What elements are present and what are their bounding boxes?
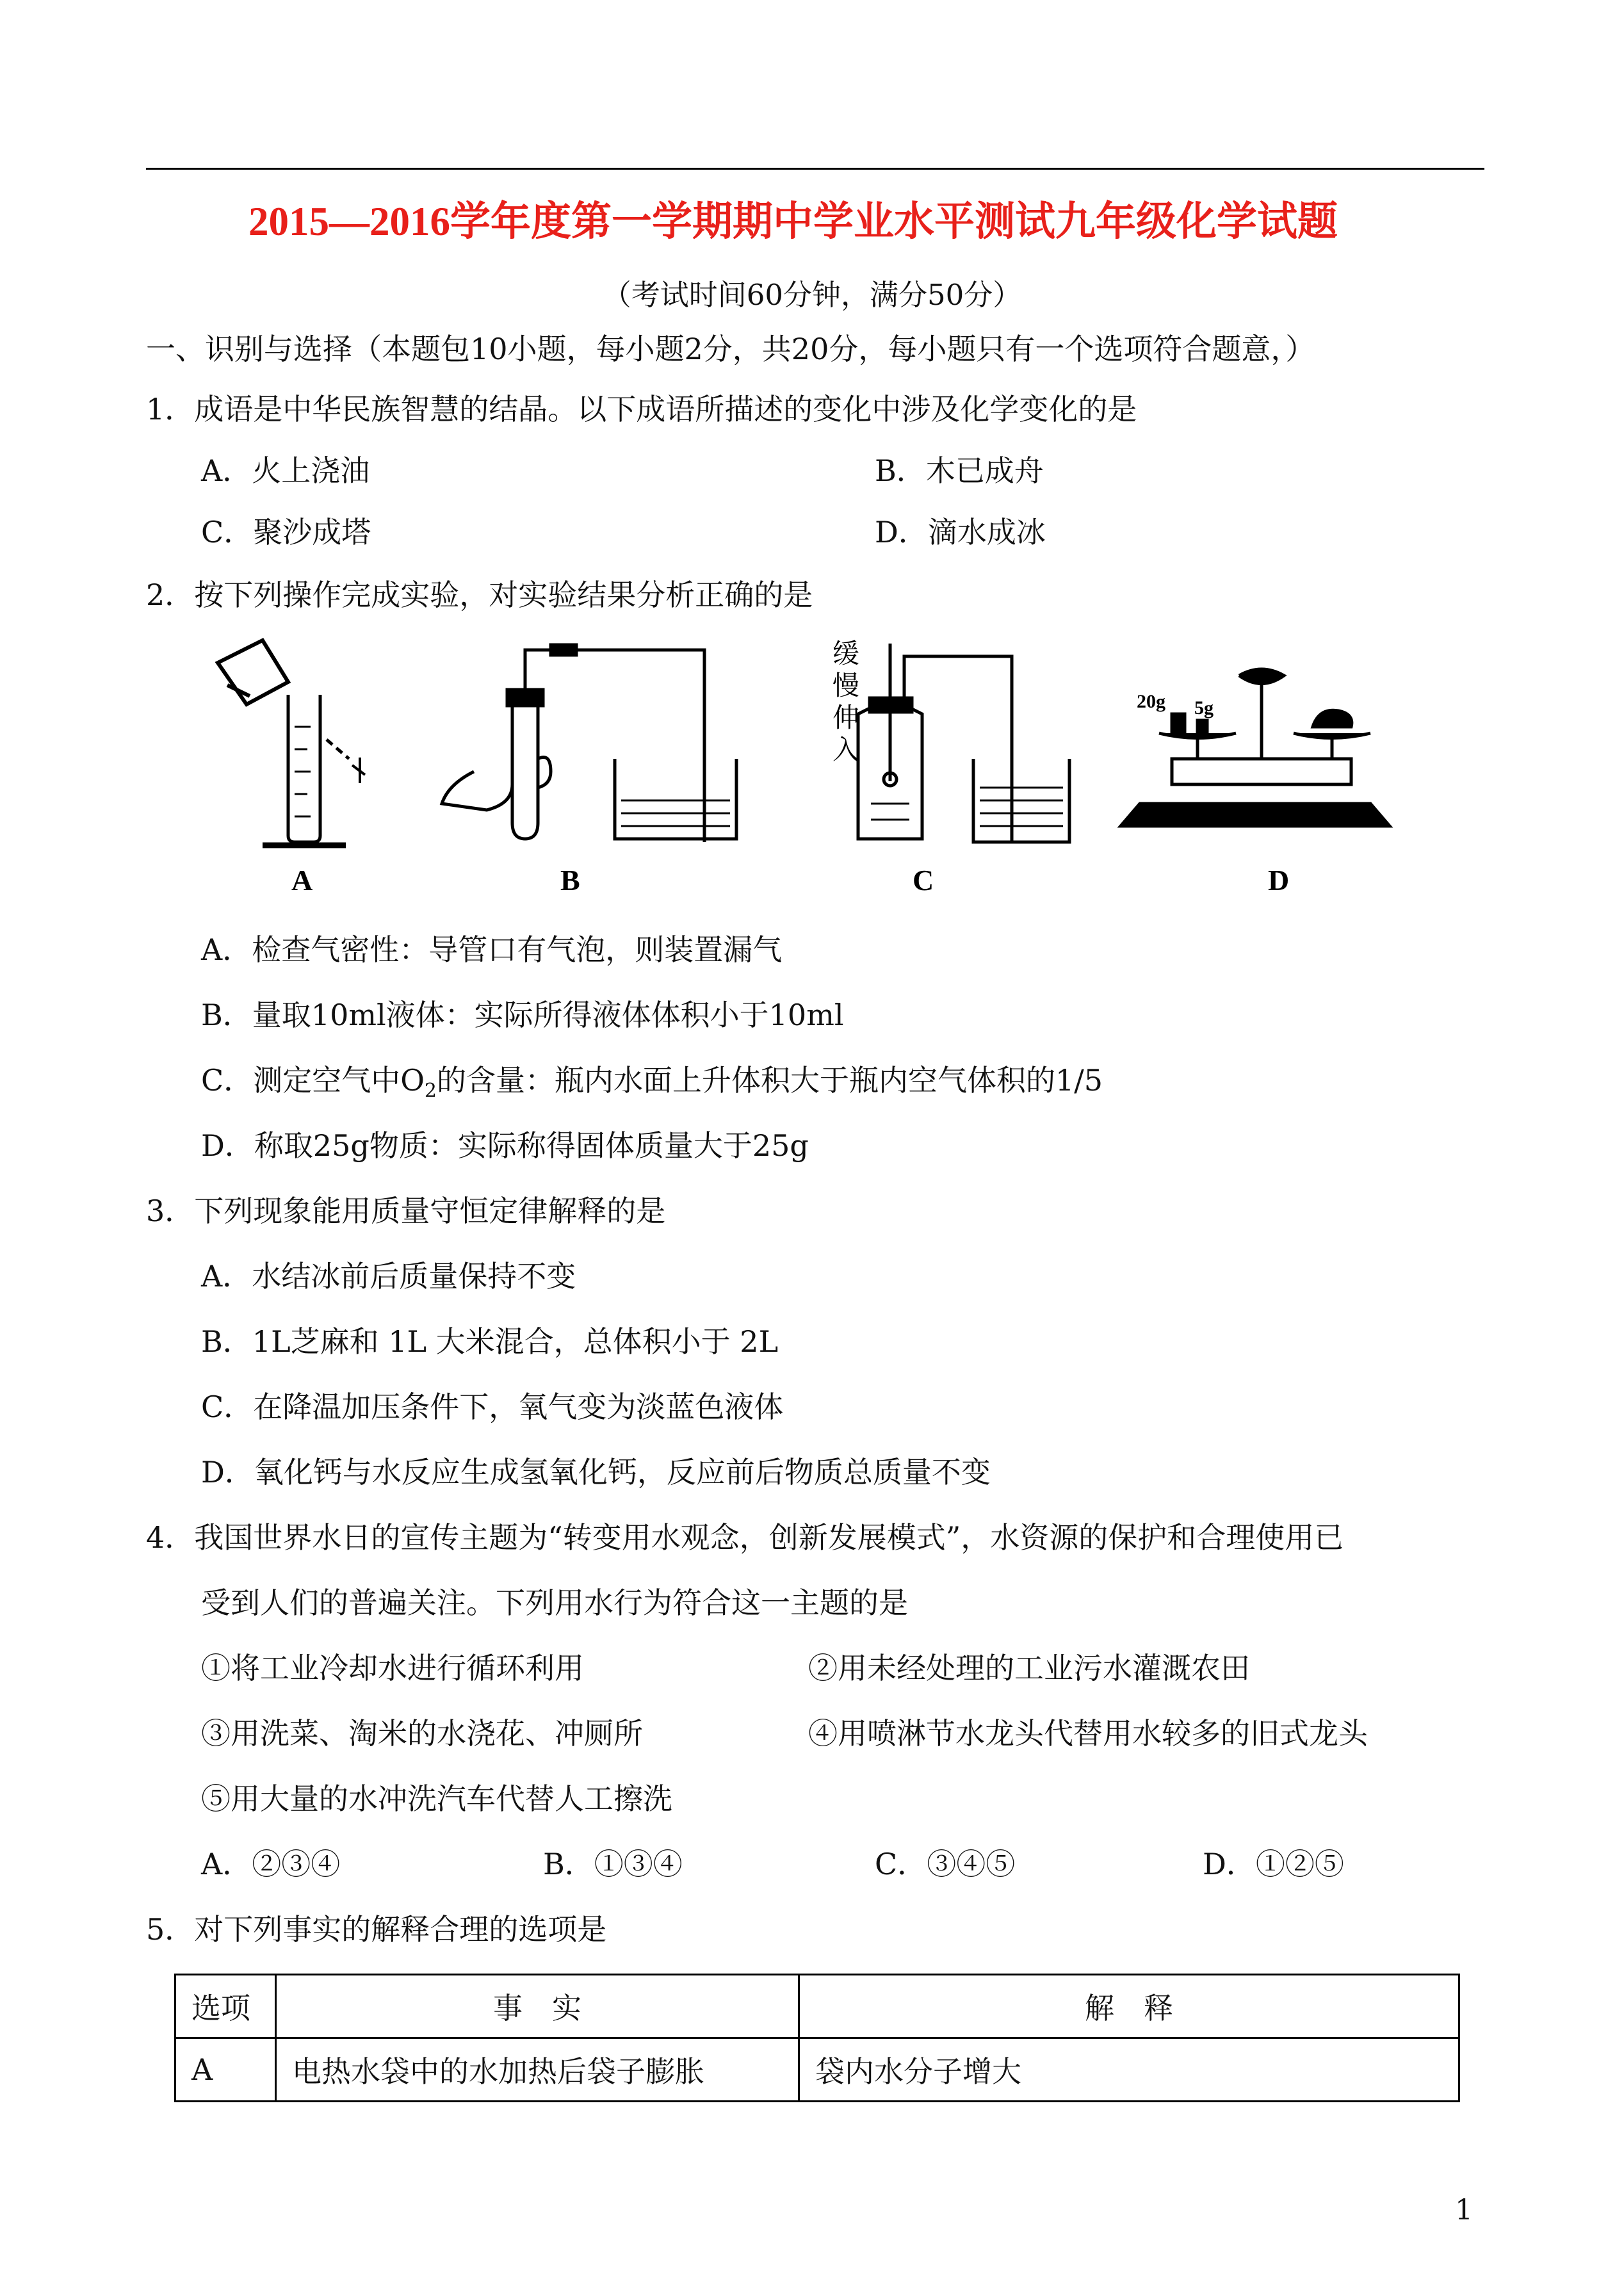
question-4-item-1: ①将工业冷却水进行循环利用 bbox=[201, 1651, 584, 1685]
figure-c-label-2: 慢 bbox=[832, 672, 860, 701]
question-2-stem: 2．按下列操作完成实验，对实验结果分析正确的是 bbox=[146, 578, 813, 612]
weight-20g-label: 20g bbox=[1137, 691, 1165, 712]
figure-label-a: A bbox=[291, 864, 313, 896]
question-2-option-b: B．量取10ml液体：实际所得液体体积小于10ml bbox=[201, 998, 844, 1032]
table-header-option: 选项 bbox=[175, 1975, 276, 2038]
question-3-stem: 3．下列现象能用质量守恒定律解释的是 bbox=[146, 1194, 666, 1228]
question-3-option-c: C．在降温加压条件下，氧气变为淡蓝色液体 bbox=[201, 1390, 784, 1424]
figure-label-d: D bbox=[1268, 864, 1290, 896]
figure-c-oxygen-measurement bbox=[858, 644, 1069, 842]
question-4-item-4: ④用喷淋节水龙头代替用水较多的旧式龙头 bbox=[808, 1716, 1368, 1751]
table-header-explanation: 解 释 bbox=[799, 1975, 1459, 2038]
experiment-figures bbox=[192, 631, 1473, 900]
question-1-stem: 1．成语是中华民族智慧的结晶。以下成语所描述的变化中涉及化学变化的是 bbox=[146, 392, 1137, 426]
table-cell-fact: 电热水袋中的水加热后袋子膨胀 bbox=[276, 2038, 799, 2102]
page-title: 2015—2016学年度第一学期期中学业水平测试九年级化学试题 bbox=[248, 199, 1338, 244]
figure-label-b: B bbox=[560, 864, 580, 896]
question-4-stem-line2: 受到人们的普遍关注。下列用水行为符合这一主题的是 bbox=[201, 1585, 908, 1620]
question-4-stem-line1: 4．我国世界水日的宣传主题为“转变用水观念，创新发展模式”，水资源的保护和合理使用已 bbox=[146, 1520, 1344, 1555]
figure-c-label-1: 缓 bbox=[832, 640, 860, 669]
question-4-item-2: ②用未经处理的工业污水灌溉农田 bbox=[808, 1651, 1250, 1685]
question-3-option-a: A．水结冰前后质量保持不变 bbox=[201, 1259, 576, 1293]
page-number: 1 bbox=[1455, 2194, 1473, 2226]
question-1-option-c: C．聚沙成塔 bbox=[201, 515, 371, 549]
table-header-row bbox=[175, 1975, 1459, 2038]
table-header-fact: 事 实 bbox=[276, 1975, 799, 2038]
table-cell-explanation: 袋内水分子增大 bbox=[799, 2038, 1459, 2102]
exam-info: （考试时间60分钟，满分50分） bbox=[602, 278, 1022, 312]
figure-a-graduated-cylinder bbox=[218, 640, 365, 845]
question-4-item-3: ③用洗菜、淘米的水浇花、冲厕所 bbox=[201, 1716, 643, 1751]
question-4-option-b: B．①③④ bbox=[543, 1847, 683, 1881]
question-5-stem: 5．对下列事实的解释合理的选项是 bbox=[146, 1912, 607, 1947]
figure-label-c: C bbox=[913, 864, 934, 896]
weight-5g-label: 5g bbox=[1194, 697, 1214, 718]
question-1-option-d: D．滴水成冰 bbox=[875, 515, 1046, 549]
question-1-option-a: A．火上浇油 bbox=[201, 453, 370, 488]
question-2-option-a: A．检查气密性：导管口有气泡，则装置漏气 bbox=[201, 932, 783, 967]
facts-table bbox=[174, 1974, 1460, 2102]
figure-b-airtightness-check bbox=[442, 645, 736, 842]
question-3-option-b: B．1L芝麻和 1L 大米混合，总体积小于 2L bbox=[201, 1324, 779, 1359]
figure-c-label-3: 伸 bbox=[832, 704, 860, 733]
question-1-option-b: B．木已成舟 bbox=[875, 453, 1044, 488]
table-cell-option: A bbox=[175, 2038, 276, 2102]
table-row bbox=[175, 2038, 1459, 2102]
question-4-option-d: D．①②⑤ bbox=[1203, 1847, 1344, 1881]
top-rule bbox=[146, 168, 1484, 170]
question-4-option-a: A．②③④ bbox=[201, 1847, 341, 1881]
question-3-option-d: D．氧化钙与水反应生成氢氧化钙，反应前后物质总质量不变 bbox=[201, 1455, 991, 1489]
question-4-item-5: ⑤用大量的水冲洗汽车代替人工擦洗 bbox=[201, 1781, 672, 1816]
question-2-option-d: D．称取25g物质：实际称得固体质量大于25g bbox=[201, 1128, 809, 1163]
section-heading: 一、识别与选择（本题包10小题，每小题2分，共20分，每小题只有一个选项符合题意，） bbox=[146, 332, 1315, 366]
question-2-option-c: C．测定空气中$O_2$的含量：瓶内水面上升体积大于瓶内空气体积的1/5 bbox=[201, 1063, 1103, 1103]
question-4-option-c: C．③④⑤ bbox=[875, 1847, 1016, 1881]
figure-c-label-4: 入 bbox=[832, 736, 860, 765]
